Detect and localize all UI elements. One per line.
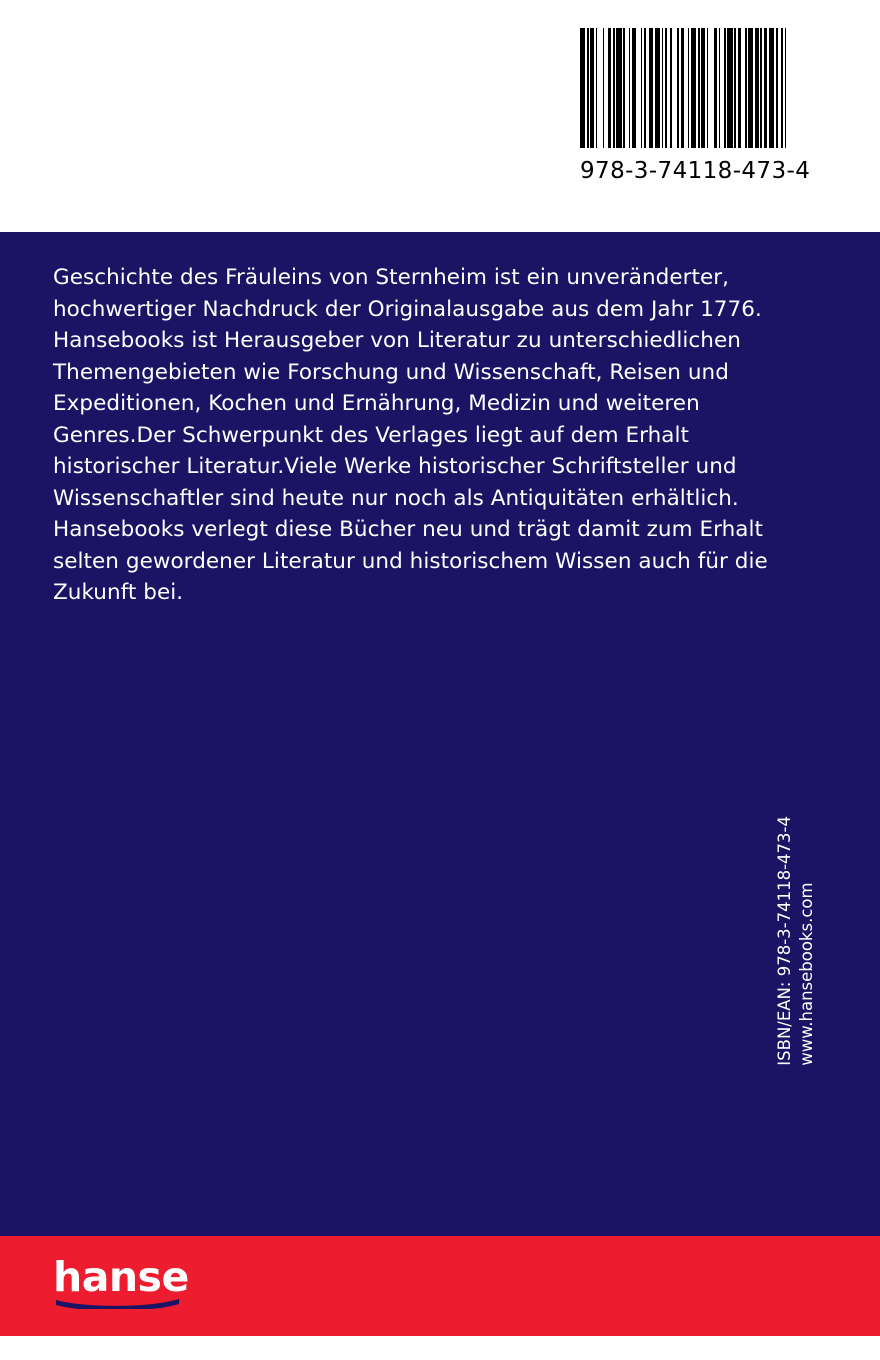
hanse-logo-text: hanse — [53, 1253, 189, 1301]
spine-side-info — [774, 816, 818, 1066]
bottom-white-strip — [0, 1336, 880, 1360]
side-website-line: www.hansebooks.com — [797, 882, 816, 1066]
footer-bar — [0, 1236, 880, 1336]
publisher-blurb: Geschichte des Fräuleins von Sternheim ist ein unveränderter, hochwertiger Nachdruck der Originalausgabe aus dem Jahr 1776. Hansebooks ist Herausgeber von Literatur zu unterschiedlichen Themengebieten wie Forschung und Wissenschaft, Reisen und Expeditionen, Kochen und Ernährung, Medizin und weiteren Genres.Der Schwerpunkt des Verlages liegt auf dem Erhalt historischer Literatur.Viele Werke historischer Schriftsteller und Wissenschaftler sind heute nur noch als Antiquitäten erhältlich. Hansebooks verlegt diese Bücher neu und trägt damit zum Erhalt selten gewordener Literatur und historischem Wissen auch für die Zukunft bei. — [53, 265, 768, 605]
barcode-block — [580, 28, 811, 184]
underline-swoosh-icon — [55, 1296, 181, 1309]
hanse-logo — [53, 1254, 253, 1318]
barcode-isbn-text: 978-3-74118-473-4 — [580, 158, 811, 184]
description-panel — [0, 232, 880, 1236]
barcode-icon — [580, 28, 792, 148]
barcode-area — [0, 0, 880, 232]
side-isbn-line: ISBN/EAN: 978-3-74118-473-4 — [775, 816, 794, 1066]
